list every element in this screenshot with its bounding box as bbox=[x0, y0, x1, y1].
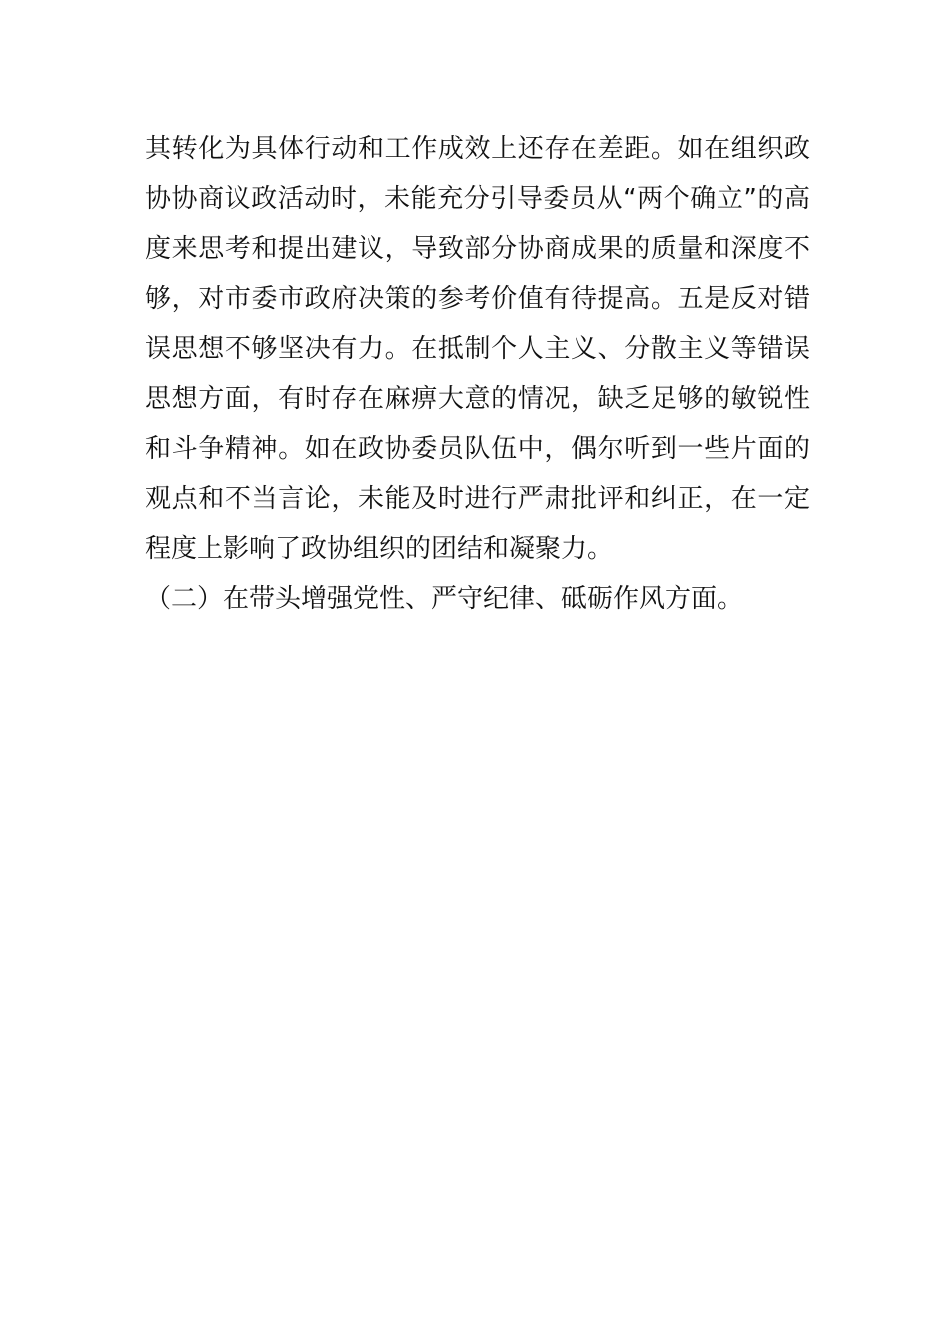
paragraph-line: 误思想不够坚决有力。在抵制个人主义、分散主义等错误 bbox=[145, 334, 810, 364]
section-heading: （二）在带头增强党性、严守纪律、砥砺作风方面。 bbox=[145, 584, 744, 614]
paragraph-line: 程度上影响了政协组织的团结和凝聚力。 bbox=[145, 534, 614, 564]
paragraph-line: 思想方面，有时存在麻痹大意的情况，缺乏足够的敏锐性 bbox=[145, 384, 810, 414]
paragraph-line: 其转化为具体行动和工作成效上还存在差距。如在组织政 bbox=[145, 134, 810, 164]
paragraph-line: 观点和不当言论，未能及时进行严肃批评和纠正，在一定 bbox=[145, 484, 810, 514]
paragraph-line: 和斗争精神。如在政协委员队伍中，偶尔听到一些片面的 bbox=[145, 434, 810, 464]
paragraph-line: 度来思考和提出建议，导致部分协商成果的质量和深度不 bbox=[145, 234, 810, 264]
paragraph-line: 协协商议政活动时，未能充分引导委员从“两个确立”的高 bbox=[145, 184, 810, 214]
paragraph-line: 够，对市委市政府决策的参考价值有待提高。五是反对错 bbox=[145, 284, 810, 314]
body-paragraph bbox=[145, 124, 810, 574]
